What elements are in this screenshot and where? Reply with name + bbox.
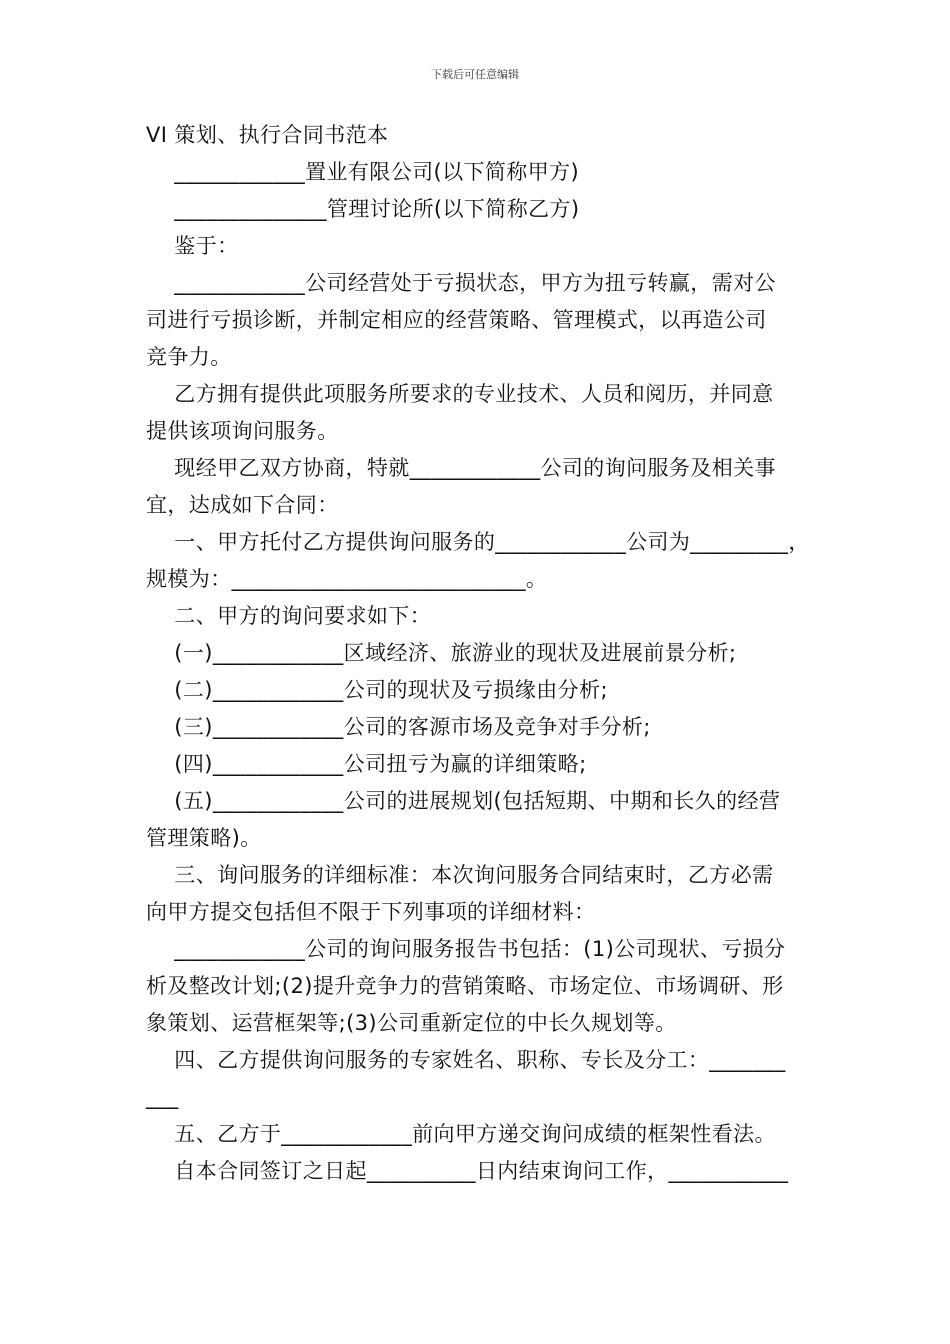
- document-title: VI 策划、执行合同书范本: [146, 123, 389, 147]
- text-line: 现经甲乙双方协商，特就____________公司的询问服务及相关事: [146, 456, 776, 480]
- text-line: (四)____________公司扭亏为赢的详细策略;: [146, 752, 587, 776]
- text-line: 五、乙方于____________前向甲方递交询问成绩的框架性看法。: [146, 1122, 776, 1146]
- text-line: (三)____________公司的客源市场及竞争对手分析;: [146, 715, 651, 739]
- text-line: 司进行亏损诊断，并制定相应的经营策略、管理模式，以再造公司: [146, 308, 767, 332]
- text-line: 三、询问服务的详细标准：本次询问服务合同结束时，乙方必需: [146, 863, 774, 887]
- text-line: ______________管理讨论所(以下简称乙方): [146, 197, 580, 221]
- text-line: 管理策略)。: [146, 826, 262, 850]
- text-line: 一、甲方托付乙方提供询问服务的____________公司为_________，: [146, 530, 810, 554]
- text-line: ____________置业有限公司(以下简称甲方): [146, 160, 580, 184]
- text-line: ____________公司经营处于亏损状态，甲方为扭亏转赢，需对公: [146, 271, 776, 295]
- text-line: 析及整改计划;(2)提升竞争力的营销策略、市场定位、市场调研、形: [146, 974, 784, 998]
- text-line: ____________公司的询问服务报告书包括：(1)公司现状、亏损分: [146, 937, 786, 961]
- text-line: 象策划、运营框架等;(3)公司重新定位的中长久规划等。: [146, 1011, 677, 1035]
- text-line: (二)____________公司的现状及亏损缘由分析;: [146, 678, 608, 702]
- text-line: 鉴于：: [146, 234, 239, 258]
- page-header: 下载后可任意编辑: [431, 68, 519, 81]
- text-line: 规模为：___________________________。: [146, 567, 548, 591]
- text-line: 四、乙方提供询问服务的专家姓名、职称、专长及分工：_______: [146, 1048, 786, 1072]
- text-line: 乙方拥有提供此项服务所要求的专业技术、人员和阅历，并同意: [146, 382, 774, 406]
- text-line: 二、甲方的询问要求如下：: [146, 604, 432, 628]
- text-line: 宜，达成如下合同：: [146, 493, 339, 517]
- text-line: 自本合同签订之日起__________日内结束询问工作，___________: [146, 1159, 789, 1183]
- text-line: ___: [146, 1085, 179, 1109]
- text-line: (一)____________区域经济、旅游业的现状及进展前景分析;: [146, 641, 737, 665]
- text-line: 提供该项询问服务。: [146, 419, 339, 443]
- text-line: 竞争力。: [146, 345, 232, 369]
- document-body: [146, 117, 810, 1190]
- text-line: 向甲方提交包括但不限于下列事项的详细材料：: [146, 900, 596, 924]
- text-line: (五)____________公司的进展规划(包括短期、中期和长久的经营: [146, 789, 781, 813]
